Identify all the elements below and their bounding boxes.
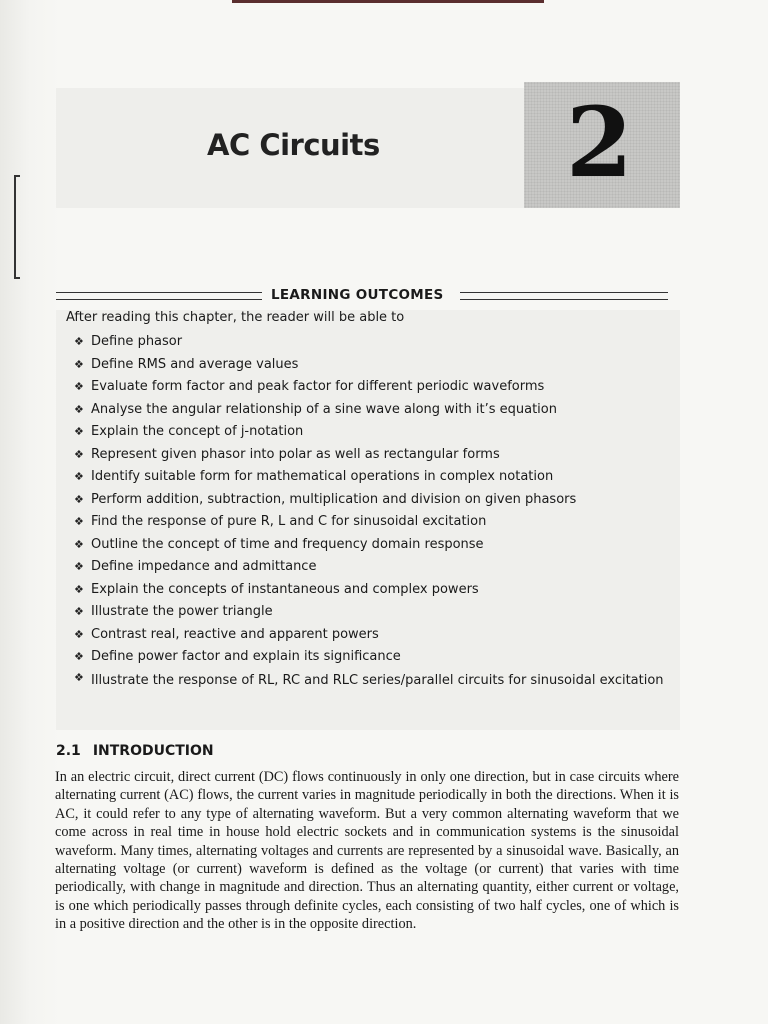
learning-outcome-item bbox=[74, 534, 674, 557]
learning-outcome-text: Explain the concept of j-notation bbox=[91, 424, 304, 439]
header-rule-right bbox=[460, 292, 668, 300]
section-heading bbox=[56, 743, 214, 759]
learning-outcome-item bbox=[74, 669, 671, 690]
body-paragraph: In an electric circuit, direct current (DC) flows continuously in only one direction, but in case circuits where alternating current (AC) flows, the current varies in magnitude periodically in both the directions. When it is AC, it could refer to any type of alternating waveform. But a very common alternating waveform that we come across in real time in house hold electric sockets and in communication systems is the sinusoidal waveform. Many times, alternating voltages and currents are represented by a sinusoidal wave. Basically, an alternating voltage (or current) waveform is defined as the voltage (or current) that varies with time periodically, with change in magnitude and direction. Thus an alternating quantity, either current or voltage, is one which periodically passes through definite cycles, each consisting of two half cycles, one of which is in a positive direction and the other is in the opposite direction. bbox=[55, 769, 679, 933]
diamond-bullet-icon: ❖ bbox=[74, 627, 84, 641]
learning-outcome-item bbox=[74, 354, 674, 377]
learning-outcome-text: Find the response of pure R, L and C for sinusoidal excitation bbox=[91, 514, 487, 529]
binding-mark bbox=[14, 175, 20, 279]
diamond-bullet-icon: ❖ bbox=[74, 582, 84, 596]
learning-outcomes-intro: After reading this chapter, the reader will be able to bbox=[66, 310, 405, 325]
diamond-bullet-icon: ❖ bbox=[74, 470, 84, 483]
diamond-bullet-icon: ❖ bbox=[74, 515, 84, 528]
learning-outcome-text: Define power factor and explain its significance bbox=[91, 649, 401, 664]
learning-outcome-text: Explain the concepts of instantaneous and complex powers bbox=[91, 581, 479, 597]
learning-outcome-text: Illustrate the power triangle bbox=[91, 604, 273, 619]
learning-outcome-item bbox=[74, 399, 674, 422]
diamond-bullet-icon: ❖ bbox=[74, 335, 84, 348]
learning-outcomes-list bbox=[74, 331, 674, 690]
diamond-bullet-icon: ❖ bbox=[74, 447, 84, 461]
learning-outcome-text: Perform addition, subtraction, multiplication and division on given phasors bbox=[91, 491, 577, 507]
chapter-title: AC Circuits bbox=[207, 128, 380, 162]
diamond-bullet-icon: ❖ bbox=[74, 560, 84, 573]
diamond-bullet-icon: ❖ bbox=[74, 425, 84, 438]
learning-outcome-item bbox=[74, 579, 674, 602]
section-number: 2.1 bbox=[56, 743, 81, 759]
diamond-bullet-icon: ❖ bbox=[74, 670, 84, 684]
learning-outcome-item bbox=[74, 376, 674, 399]
diamond-bullet-icon: ❖ bbox=[74, 605, 84, 618]
learning-outcome-text: Evaluate form factor and peak factor for different periodic waveforms bbox=[91, 379, 545, 394]
diamond-bullet-icon: ❖ bbox=[74, 357, 84, 371]
diamond-bullet-icon: ❖ bbox=[74, 402, 84, 416]
learning-outcome-text: Define RMS and average values bbox=[91, 356, 299, 372]
learning-outcomes-header bbox=[56, 287, 668, 307]
learning-outcome-item bbox=[74, 556, 674, 579]
learning-outcome-item bbox=[74, 489, 674, 512]
learning-outcome-text: Contrast real, reactive and apparent powers bbox=[91, 626, 379, 642]
learning-outcome-text: Analyse the angular relationship of a sine wave along with it’s equation bbox=[91, 401, 557, 417]
header-rule-left bbox=[56, 292, 262, 300]
diamond-bullet-icon: ❖ bbox=[74, 492, 84, 506]
diamond-bullet-icon: ❖ bbox=[74, 380, 84, 393]
learning-outcome-text: Define impedance and admittance bbox=[91, 559, 317, 574]
learning-outcome-text: Identify suitable form for mathematical operations in complex notation bbox=[91, 469, 554, 484]
learning-outcome-text: Define phasor bbox=[91, 334, 183, 349]
diamond-bullet-icon: ❖ bbox=[74, 537, 84, 551]
section-title: INTRODUCTION bbox=[92, 743, 214, 759]
chapter-number: 2 bbox=[566, 86, 633, 199]
learning-outcome-item bbox=[74, 331, 674, 354]
learning-outcome-item bbox=[74, 624, 674, 647]
learning-outcome-item bbox=[74, 421, 674, 444]
learning-outcomes-title: LEARNING OUTCOMES bbox=[271, 287, 444, 303]
learning-outcome-text: Represent given phasor into polar as well as rectangular forms bbox=[91, 446, 500, 462]
learning-outcome-item bbox=[74, 444, 674, 467]
learning-outcome-item bbox=[74, 511, 674, 534]
top-rule bbox=[232, 0, 544, 3]
learning-outcome-item bbox=[74, 466, 674, 489]
learning-outcome-text: Illustrate the response of RL, RC and RLC series/parallel circuits for sinusoidal excitation bbox=[91, 672, 664, 688]
learning-outcome-item bbox=[74, 601, 674, 624]
learning-outcome-text: Outline the concept of time and frequency domain response bbox=[91, 536, 484, 552]
diamond-bullet-icon: ❖ bbox=[74, 650, 84, 663]
learning-outcome-item bbox=[74, 646, 674, 669]
